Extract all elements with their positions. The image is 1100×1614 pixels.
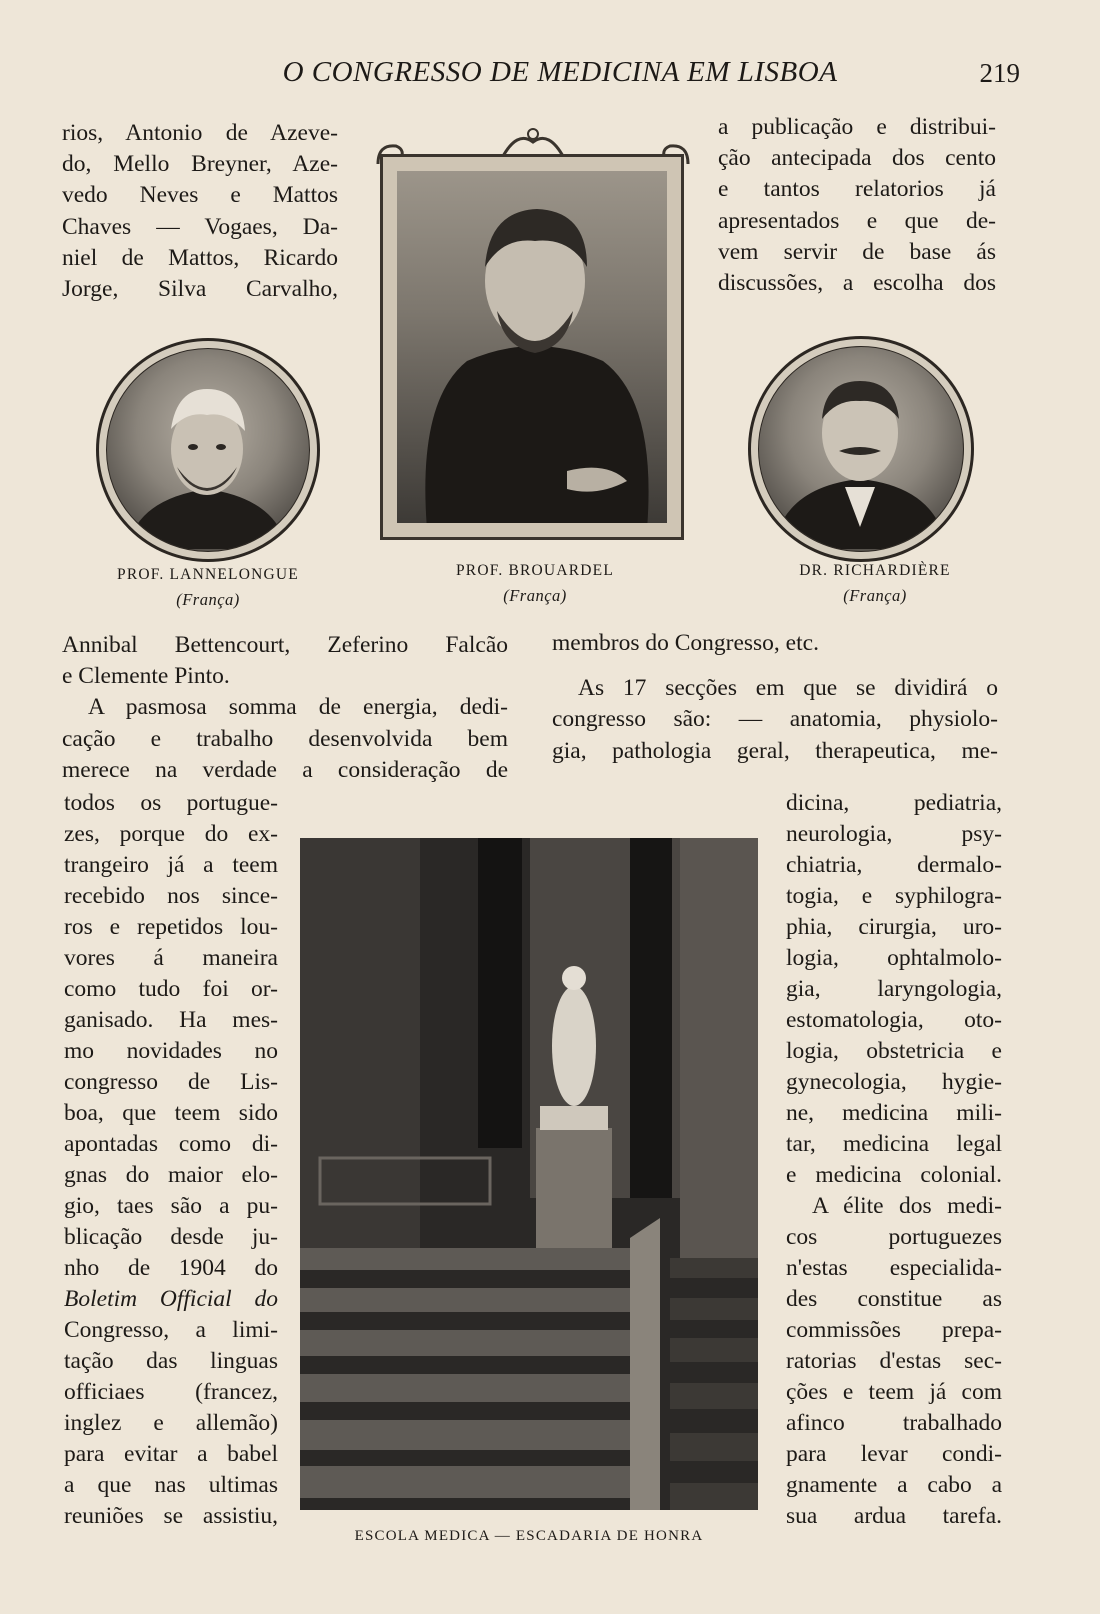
text-line: boa, que teem sido	[64, 1100, 278, 1126]
text-line: commissões prepa-	[786, 1317, 1002, 1343]
portrait-silhouette	[759, 347, 961, 549]
text-line: todos os portugue-	[64, 790, 278, 816]
top-left-paragraph	[62, 118, 338, 305]
portrait-photo	[106, 348, 310, 552]
caption-country: (França)	[176, 590, 240, 609]
caption-country: (França)	[843, 586, 907, 605]
frame-border	[380, 154, 684, 540]
right-column	[786, 788, 1002, 1532]
text-line: togia, e syphilogra-	[786, 883, 1002, 909]
text-line: para evitar a babel	[64, 1441, 278, 1467]
text-line: ne, medicina mili-	[786, 1100, 1002, 1126]
text-line: Boletim Official do	[64, 1286, 278, 1312]
text-line: gynecologia, hygie-	[786, 1069, 1002, 1095]
text-line: e tantos relatorios já	[718, 176, 996, 203]
portrait-photo	[758, 346, 964, 552]
text-line: chiatria, dermalo-	[786, 852, 1002, 878]
text-line: apontadas como di-	[64, 1131, 278, 1157]
text-line: As 17 secções em que se dividirá o	[578, 675, 998, 702]
text-line: recebido nos since-	[64, 883, 278, 909]
text-line: cos portuguezes	[786, 1224, 1002, 1250]
text-line: Annibal Bettencourt, Zeferino Falcão	[62, 632, 508, 658]
mid-left-paragraph	[62, 630, 508, 786]
text-line: n'estas especialida-	[786, 1255, 1002, 1281]
text-line: vores á maneira	[64, 945, 278, 971]
text-line: ganisado. Ha mes-	[64, 1007, 278, 1033]
text-line: rios, Antonio de Azeve-	[62, 120, 338, 146]
text-line: a publicação e distribui-	[718, 114, 996, 140]
caption-brouardel	[420, 562, 650, 606]
text-line: sua ardua tarefa.	[786, 1503, 1002, 1529]
text-line: gia, pathologia geral, therapeutica, me-	[552, 737, 998, 764]
caption-lannelongue	[90, 566, 326, 610]
text-line: gnas do maior elo-	[64, 1162, 278, 1188]
text-line: a que nas ultimas	[64, 1472, 278, 1498]
caption-richardiere	[770, 562, 980, 606]
text-line: A pasmosa somma de energia, dedi-	[88, 694, 508, 721]
text-line: trangeiro já a teem	[64, 852, 278, 878]
text-line: e Clemente Pinto.	[62, 663, 230, 690]
top-right-paragraph	[718, 112, 996, 299]
text-line: cação e trabalho desenvolvida bem	[62, 725, 508, 752]
photo-caption: ESCOLA MEDICA — ESCADARIA DE HONRA	[354, 1528, 704, 1544]
text-line: e medicina colonial.	[786, 1162, 1002, 1188]
text-line: gio, taes são a pu-	[64, 1193, 278, 1219]
text-line: afinco trabalhado	[786, 1410, 1002, 1436]
running-title: O CONGRESSO DE MEDICINA EM LISBOA	[282, 56, 838, 88]
text-line: gnamente a cabo a	[786, 1472, 1002, 1498]
mid-right-paragraph	[552, 628, 998, 767]
text-line: Congresso, a limi-	[64, 1317, 278, 1343]
text-line: mo novidades no	[64, 1038, 278, 1064]
text-line: tar, medicina legal	[786, 1131, 1002, 1157]
text-line: ros e repetidos lou-	[64, 914, 278, 940]
text-line: congresso de Lis-	[64, 1069, 278, 1095]
portrait-brouardel	[372, 124, 694, 542]
text-line: apresentados e que de-	[718, 207, 996, 234]
portrait-lannelongue	[96, 338, 320, 562]
text-line: vem servir de base ás	[718, 238, 996, 265]
text-line: logia, obstetricia e	[786, 1038, 1002, 1064]
text-line: niel de Mattos, Ricardo	[62, 244, 338, 271]
staircase-illustration	[300, 838, 758, 1510]
text-line: reuniões se assistiu,	[64, 1503, 278, 1529]
text-line: congresso são: — anatomia, physiolo-	[552, 706, 998, 733]
caption-country: (França)	[503, 586, 567, 605]
text-line: neurologia, psy-	[786, 821, 1002, 847]
portrait-photo	[397, 171, 667, 523]
text-line: do, Mello Breyner, Aze-	[62, 151, 338, 178]
portrait-richardiere	[748, 336, 974, 562]
caption-name: PROF. BROUARDEL	[455, 562, 614, 579]
text-line: tação das linguas	[64, 1348, 278, 1374]
caption-name: DR. RICHARDIÈRE	[799, 562, 951, 579]
text-line: para levar condi-	[786, 1441, 1002, 1467]
text-line: discussões, a escolha dos	[718, 270, 996, 297]
text-line: blicação desde ju-	[64, 1224, 278, 1250]
text-line: como tudo foi or-	[64, 976, 278, 1002]
text-line: inglez e allemão)	[64, 1410, 278, 1436]
text-line: gia, laryngologia,	[786, 976, 1002, 1002]
portrait-silhouette	[107, 349, 307, 549]
text-line: officiaes (francez,	[64, 1379, 278, 1405]
text-line: merece na verdade a consideração de	[62, 756, 508, 783]
text-line: vedo Neves e Mattos	[62, 182, 338, 209]
text-line: estomatologia, oto-	[786, 1007, 1002, 1033]
text-line: dicina, pediatria,	[786, 790, 1002, 816]
text-line: logia, ophtalmolo-	[786, 945, 1002, 971]
text-line: Chaves — Vogaes, Da-	[62, 213, 338, 240]
page-number: 219	[979, 58, 1020, 88]
running-header	[60, 56, 1020, 100]
text-line: ção antecipada dos cento	[718, 145, 996, 172]
text-line: ções e teem já com	[786, 1379, 1002, 1405]
text-line: zes, porque do ex-	[64, 821, 278, 847]
text-line: ratorias d'estas sec-	[786, 1348, 1002, 1374]
text-line: phia, cirurgia, uro-	[786, 914, 1002, 940]
portrait-silhouette	[397, 171, 667, 523]
text-line: Jorge, Silva Carvalho,	[62, 276, 338, 303]
caption-name: PROF. LANNELONGUE	[117, 566, 299, 583]
staircase-photo	[300, 838, 758, 1510]
text-line: membros do Congresso, etc.	[552, 630, 819, 656]
text-line: des constitue as	[786, 1286, 1002, 1312]
left-column	[64, 788, 278, 1532]
text-line: A élite dos medi-	[812, 1193, 1002, 1219]
text-line: nho de 1904 do	[64, 1255, 278, 1281]
